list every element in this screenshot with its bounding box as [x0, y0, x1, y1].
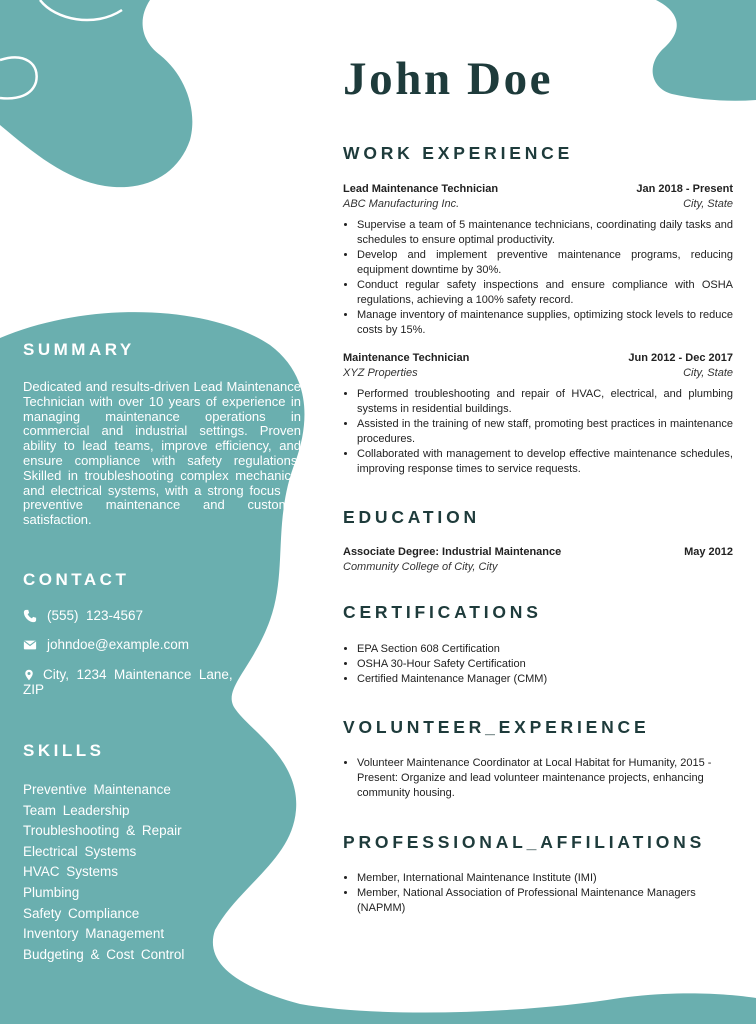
certification-item: • EPA Section 608 Certification: [357, 642, 747, 657]
education-entry: [343, 545, 733, 575]
job-entry: [343, 351, 733, 477]
job-dates: Jan 2018 - Present: [636, 183, 733, 195]
job-bullet: • Supervise a team of 5 maintenance technicians, coordinating daily tasks and schedules to ensure optimal productivity.: [357, 218, 733, 248]
degree: Associate Degree: Industrial Maintenance: [343, 546, 562, 558]
contact-email: [23, 637, 263, 652]
affiliations-list: [343, 871, 733, 916]
address-text: City, 1234 Maintenance Lane, ZIP: [23, 667, 237, 697]
contact-address: [23, 667, 245, 697]
envelope-icon: [23, 638, 37, 652]
volunteer-heading: VOLUNTEER_EXPERIENCE: [343, 717, 650, 737]
job-bullet: • Develop and implement preventive maintenance programs, reducing equipment downtime by 30%.: [357, 248, 733, 278]
contact-phone: [23, 608, 263, 623]
job-bullet: • Manage inventory of maintenance supplies, optimizing stock levels to reduce costs by 15%.: [357, 308, 733, 338]
job-company: ABC Manufacturing Inc.: [343, 198, 460, 210]
skill-item: Safety Compliance: [23, 905, 140, 921]
affiliations-heading: PROFESSIONAL_AFFILIATIONS: [343, 832, 706, 852]
job-title: Maintenance Technician: [343, 352, 470, 364]
summary-heading: SUMMARY: [23, 340, 135, 359]
job-bullet: • Conduct regular safety inspections and ensure compliance with OSHA regulations, achieving a 100% safety record.: [357, 278, 733, 308]
job-entry: [343, 182, 733, 338]
school: Community College of City, City: [343, 561, 498, 573]
phone-text: (555) 123-4567: [47, 608, 144, 623]
affiliation-item: • Member, International Maintenance Institute (IMI): [357, 871, 733, 886]
skill-item: Preventive Maintenance: [23, 782, 171, 797]
skill-item: Troubleshooting & Repair: [23, 823, 182, 839]
candidate-name: John Doe: [343, 53, 554, 105]
job-bullets: [343, 218, 733, 338]
job-bullets: [343, 387, 733, 477]
skill-item: HVAC Systems: [23, 864, 119, 880]
job-bullet: • Collaborated with management to develop effective maintenance schedules, improving response times to service requests.: [357, 447, 733, 477]
job-bullet: • Performed troubleshooting and repair of HVAC, electrical, and plumbing systems in residential buildings.: [357, 387, 733, 417]
skill-item: Inventory Management: [23, 926, 165, 942]
skills-list: [23, 780, 184, 965]
job-bullet: • Assisted in the training of new staff, promoting best practices in maintenance procedures.: [357, 417, 733, 447]
summary-text: Dedicated and results-driven Lead Maintenance Technician with over 10 years of experience in managing maintenance operations in commercial and industrial settings. Proven ability to lead teams, improve efficiency, and ensure compliance with safety regulations. Skilled in troubleshooting complex mechanical and electrical systems, with a strong focus on preventive maintenance and customer satisfaction.: [23, 379, 301, 528]
phone-icon: [23, 609, 37, 623]
contact-heading: CONTACT: [23, 570, 130, 589]
volunteer-item: • Volunteer Maintenance Coordinator at Local Habitat for Humanity, 2015 - Present: Organize and lead volunteer maintenance projects, enhancing community housing.: [357, 756, 733, 801]
education-date: May 2012: [684, 546, 733, 558]
job-dates: Jun 2012 - Dec 2017: [628, 352, 733, 364]
education-heading: EDUCATION: [343, 507, 480, 527]
certification-item: • OSHA 30-Hour Safety Certification: [357, 657, 747, 672]
skill-item: Plumbing: [23, 884, 80, 900]
certifications-heading: CERTIFICATIONS: [343, 602, 542, 622]
work-experience-heading: WORK EXPERIENCE: [343, 143, 574, 163]
job-title: Lead Maintenance Technician: [343, 183, 499, 195]
job-company: XYZ Properties: [343, 367, 418, 379]
skill-item: Budgeting & Cost Control: [23, 946, 185, 962]
top-right-blob: [653, 0, 756, 101]
volunteer-list: [343, 756, 733, 801]
skills-heading: SKILLS: [23, 741, 105, 760]
certifications-list: [343, 642, 747, 687]
affiliation-item: • Member, National Association of Professional Maintenance Managers (NAPMM): [357, 886, 733, 916]
certification-item: • Certified Maintenance Manager (CMM): [357, 672, 747, 687]
job-location: City, State: [683, 198, 733, 210]
skill-item: Team Leadership: [23, 802, 130, 818]
email-text: johndoe@example.com: [47, 637, 190, 652]
skill-item: Electrical Systems: [23, 843, 137, 859]
job-location: City, State: [683, 367, 733, 379]
